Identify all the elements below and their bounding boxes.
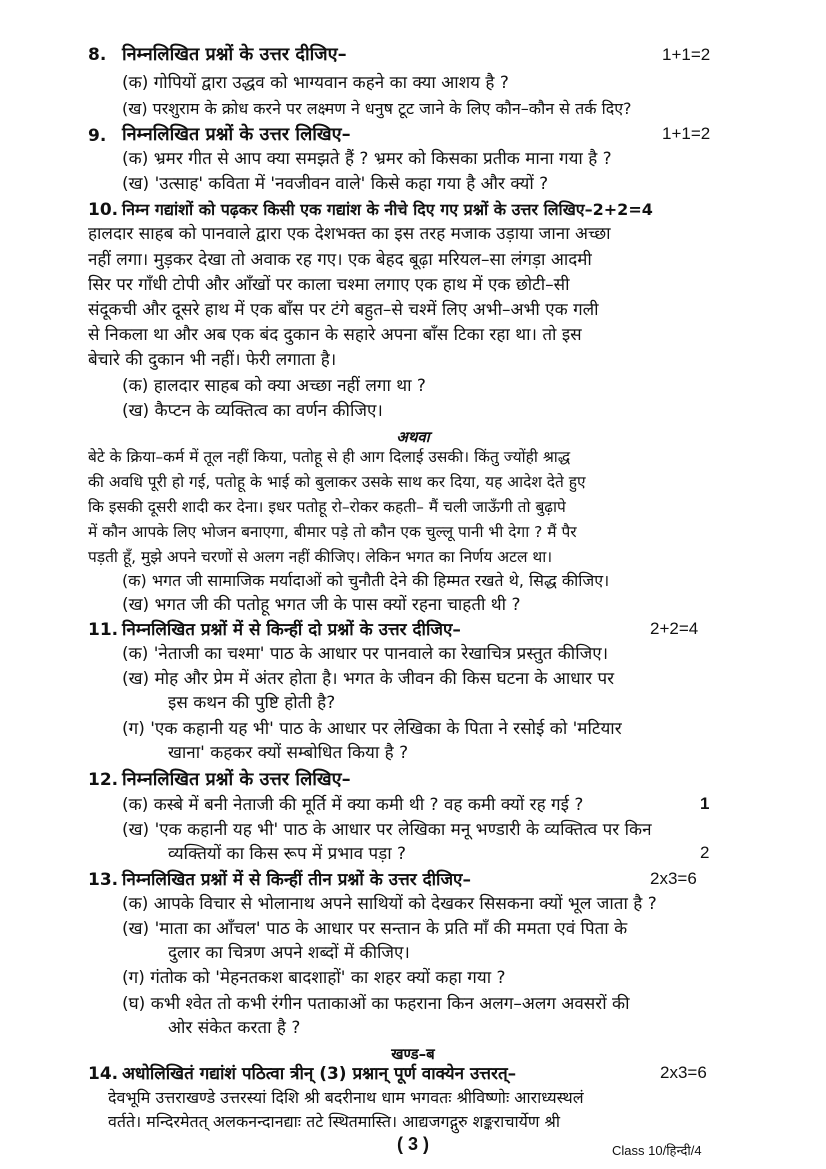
q10-passage2-line5: पड़ती हूँ, मुझे अपने चरणों से अलग नहीं कीजिए। लेकिन भगत का निर्णय अटल था। (88, 548, 553, 566)
q13-title: निम्नलिखित प्रश्नों में से किन्हीं तीन प्रश्नों के उत्तर दीजिए– (122, 870, 471, 890)
q9-marks: 1+1=2 (662, 124, 711, 143)
page-number: ( 3 ) (396, 1134, 429, 1154)
q13-part-c: (ग) गंतोक को 'मेहनतकश बादशाहों' का शहर क्यों कहा गया ? (122, 968, 506, 988)
q11-part-b-line1: (ख) मोह और प्रेम में अंतर होता है। भगत के जीवन की किस घटना के आधार पर (122, 669, 615, 689)
q14-passage-line2: वर्तते। मन्दिरमेतत् अलकनन्दानद्याः तटे स्थितमास्ति। आद्यजगद्गुरु शङ्कराचार्येण श्री (108, 1112, 561, 1131)
q10-passage2-q-b: (ख) भगत जी की पतोहू भगत जी के पास क्यों रहना चाहती थी ? (122, 595, 521, 615)
q14-title: अधोलिखितं गद्यांशं पठित्वा त्रीन् (3) प्रश्नान् पूर्ण वाक्येन उत्तरत्– (122, 1064, 517, 1084)
paper-code: Class 10/हिन्दी/4 (612, 1143, 702, 1158)
q12-part-b-line2: व्यक्तियों का किस रूप में प्रभाव पड़ा ? (168, 844, 407, 864)
q13-part-b-line2: दुलार का चित्रण अपने शब्दों में कीजिए। (168, 943, 410, 963)
q11-title: निम्नलिखित प्रश्नों में से किन्हीं दो प्रश्नों के उत्तर दीजिए– (122, 620, 461, 640)
q12-part-a: (क) कस्बे में बनी नेताजी की मूर्ति में क्या कमी थी ? वह कमी क्यों रह गई ? (122, 795, 584, 815)
q11-part-a: (क) 'नेताजी का चश्मा' पाठ के आधार पर पानवाले का रेखाचित्र प्रस्तुत कीजिए। (122, 644, 609, 664)
q11-part-c-line2: खाना' कहकर क्यों सम्बोधित किया है ? (168, 743, 409, 763)
q12-number: 12. (88, 770, 119, 790)
q10-passage2-line1: बेटे के क्रिया–कर्म में तूल नहीं किया, पतोहू से ही आग दिलाई उसकी। किंतु ज्योंही श्राद्ध (88, 448, 571, 466)
q8-marks: 1+1=2 (662, 45, 711, 64)
q8-part-a: (क) गोपियों द्वारा उद्धव को भाग्यवान कहने का क्या आशय है ? (122, 73, 509, 93)
q10-passage1-line3: सिर पर गाँधी टोपी और आँखों पर काला चश्मा लगाए एक हाथ में एक छोटी–सी (88, 275, 570, 295)
q11-part-c-line1: (ग) 'एक कहानी यह भी' पाठ के आधार पर लेखिका के पिता ने रसोई को 'मटियार (122, 719, 622, 739)
q13-part-d-line1: (घ) कभी श्वेत तो कभी रंगीन पताकाओं का फहराना किन अलग–अलग अवसरों की (122, 994, 630, 1014)
q10-passage2-q-a: (क) भगत जी सामाजिक मर्यादाओं को चुनौती देने की हिम्मत रखते थे, सिद्ध कीजिए। (122, 571, 610, 590)
q8-title: निम्नलिखित प्रश्नों के उत्तर दीजिए– (122, 44, 347, 65)
q9-title: निम्नलिखित प्रश्नों के उत्तर लिखिए– (122, 124, 351, 145)
q13-part-a: (क) आपके विचार से भोलानाथ अपने साथियों को देखकर सिसकना क्यों भूल जाता है ? (122, 894, 657, 914)
q13-number: 13. (88, 870, 119, 890)
section-b-heading: खण्ड–ब (391, 1045, 435, 1063)
q13-marks: 2x3=6 (650, 869, 697, 888)
q14-passage-line1: देवभूमि उत्तराखण्डे उत्तरस्यां दिशि श्री बदरीनाथ धाम भगवतः श्रीविष्णोः आराध्यस्थलं (108, 1088, 584, 1107)
q9-part-b: (ख) 'उत्साह' कविता में 'नवजीवन वाले' किसे कहा गया है और क्यों ? (122, 174, 549, 194)
q10-passage1-line5: से निकला था और अब एक बंद दुकान के सहारे अपना बाँस टिका रहा था। तो इस (88, 325, 582, 345)
q8-number: 8. (88, 45, 107, 65)
q10-passage1-line1: हालदार साहब को पानवाले द्वारा एक देशभक्त का इस तरह मजाक उड़ाया जाना अच्छा (88, 224, 611, 244)
q10-passage1-q-a: (क) हालदार साहब को क्या अच्छा नहीं लगा था ? (122, 376, 426, 396)
q10-passage2-line4: में कौन आपके लिए भोजन बनाएगा, बीमार पड़े तो कौन एक चुल्लू पानी भी देगा ? मैं पैर (88, 523, 577, 541)
q13-part-d-line2: ओर संकेत करता है ? (168, 1018, 301, 1038)
q9-number: 9. (88, 126, 107, 146)
q11-part-b-line2: इस कथन की पुष्टि होती है? (168, 693, 336, 713)
q12-title: निम्नलिखित प्रश्नों के उत्तर लिखिए– (122, 769, 351, 790)
q13-part-b-line1: (ख) 'माता का आँचल' पाठ के आधार पर सन्तान के प्रति माँ की ममता एवं पिता के (122, 919, 628, 939)
q10-passage1-line6: बेचारे की दुकान भी नहीं। फेरी लगाता है। (88, 350, 337, 370)
q10-passage2-line2: की अवधि पूरी हो गई, पतोहू के भाई को बुलाकर उसके साथ कर दिया, यह आदेश देते हुए (88, 473, 586, 491)
q14-marks: 2x3=6 (660, 1063, 707, 1082)
q11-marks: 2+2=4 (650, 619, 699, 638)
q12-part-a-marks: 1 (700, 794, 710, 813)
q10-or-divider: अथवा (396, 428, 430, 446)
q11-number: 11. (88, 620, 119, 640)
q14-number: 14. (88, 1064, 119, 1084)
q12-part-b-marks: 2 (700, 843, 710, 862)
q10-number: 10. (88, 200, 119, 220)
q10-passage1-line2: नहीं लगा। मुड़कर देखा तो अवाक रह गए। एक बेहद बूढ़ा मरियल–सा लंगड़ा आदमी (88, 250, 592, 270)
q10-passage2-line3: कि इसकी दूसरी शादी कर देना। इधर पतोहू रो–रोकर कहती– मैं चली जाऊँगी तो बुढ़ापे (88, 498, 566, 516)
q9-part-a: (क) भ्रमर गीत से आप क्या समझते हैं ? भ्रमर को किसका प्रतीक माना गया है ? (122, 149, 612, 169)
q12-part-b-line1: (ख) 'एक कहानी यह भी' पाठ के आधार पर लेखिका मनू भण्डारी के व्यक्तित्व पर किन (122, 820, 652, 840)
q10-passage1-line4: संदूकची और दूसरे हाथ में एक बाँस पर टंगे बहुत–से चश्में लिए अभी–अभी एक गली (88, 300, 599, 320)
q10-title: निम्न गद्यांशों को पढ़कर किसी एक गद्यांश के नीचे दिए गए प्रश्नों के उत्तर लिखिए–2+2=4 (122, 200, 653, 219)
q8-part-b: (ख) परशुराम के क्रोध करने पर लक्ष्मण ने धनुष टूट जाने के लिए कौन–कौन से तर्क दिए? (122, 99, 632, 118)
q10-passage1-q-b: (ख) कैप्टन के व्यक्तित्व का वर्णन कीजिए। (122, 401, 383, 421)
